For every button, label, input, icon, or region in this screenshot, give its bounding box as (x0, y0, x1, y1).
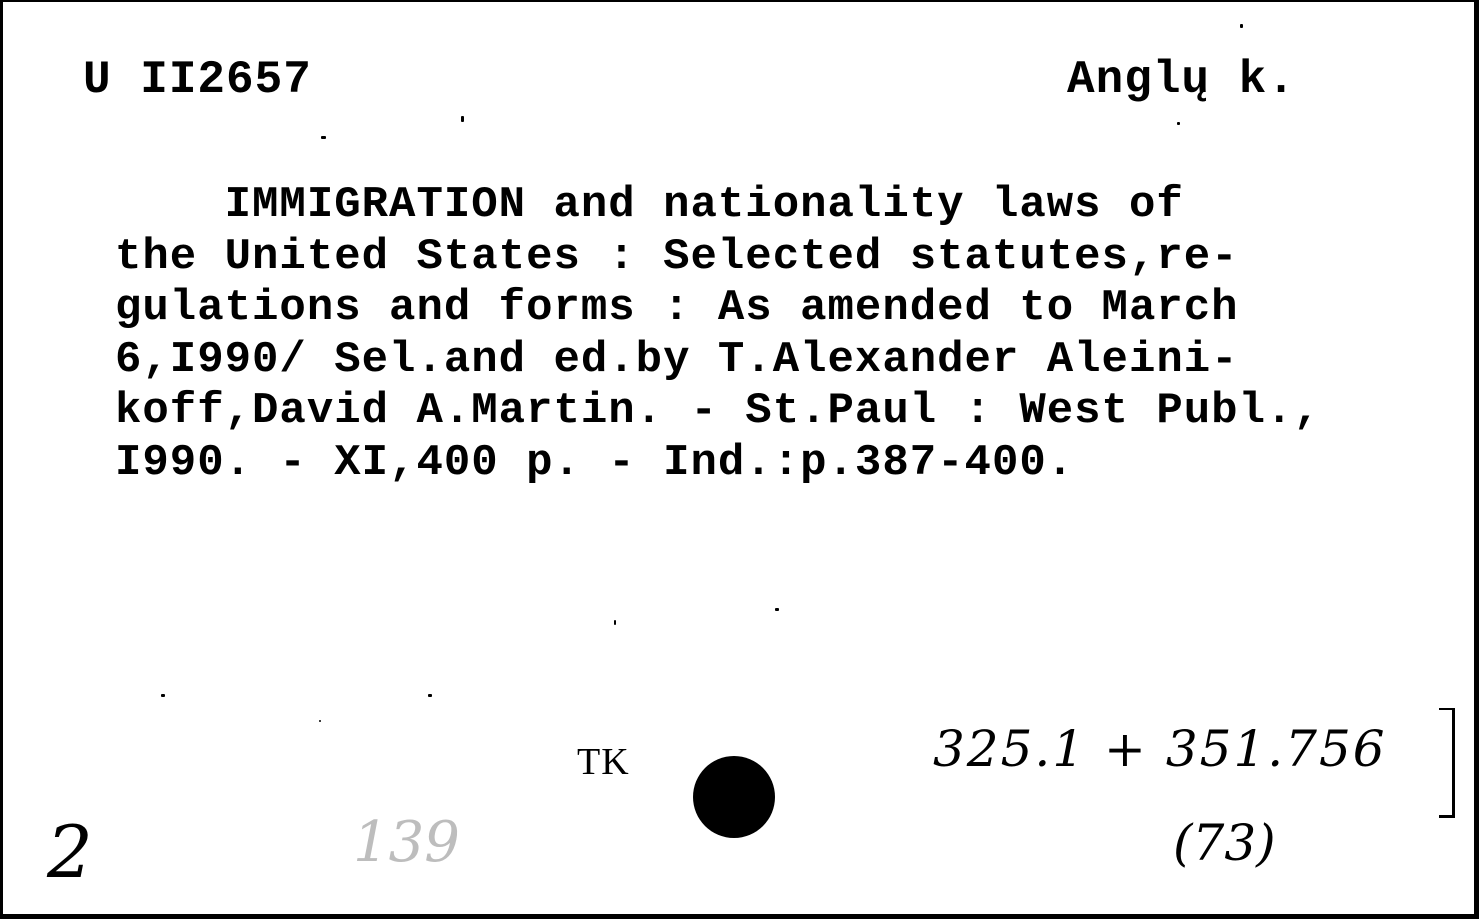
speck (428, 694, 432, 697)
speck (775, 608, 779, 611)
speck (1177, 122, 1180, 125)
entry-line: koff,David A.Martin. - St.Paul : West Publ., (115, 386, 1321, 436)
faint-handwritten-number: 139 (353, 810, 460, 875)
handwritten-corner-mark: 2 (47, 810, 93, 894)
handwritten-count: (73) (1173, 814, 1276, 872)
entry-line: the United States : Selected statutes,re- (115, 231, 1239, 282)
handwritten-classification: 325.1 + 351.756 (933, 720, 1387, 778)
speck (461, 116, 464, 122)
speck (321, 136, 326, 139)
punch-dot (693, 756, 775, 838)
speck (161, 694, 165, 697)
accession-number: U II2657 (83, 54, 312, 106)
entry-line: gulations and forms : As amended to March (115, 283, 1239, 333)
speck (319, 720, 321, 722)
location-code: TK (577, 741, 630, 783)
entry-line: I990. - XI,400 p. - Ind.:p.387-400. (115, 437, 1075, 488)
speck (1240, 24, 1243, 28)
entry-line: 6,I990/ Sel.and ed.by T.Alexander Aleini- (115, 334, 1239, 385)
speck (614, 620, 616, 625)
bibliographic-entry (115, 180, 1321, 489)
entry-line: IMMIGRATION and nationality laws of (115, 180, 1184, 230)
handwritten-bracket (1439, 708, 1455, 818)
language-note: Anglų k. (1067, 54, 1296, 106)
